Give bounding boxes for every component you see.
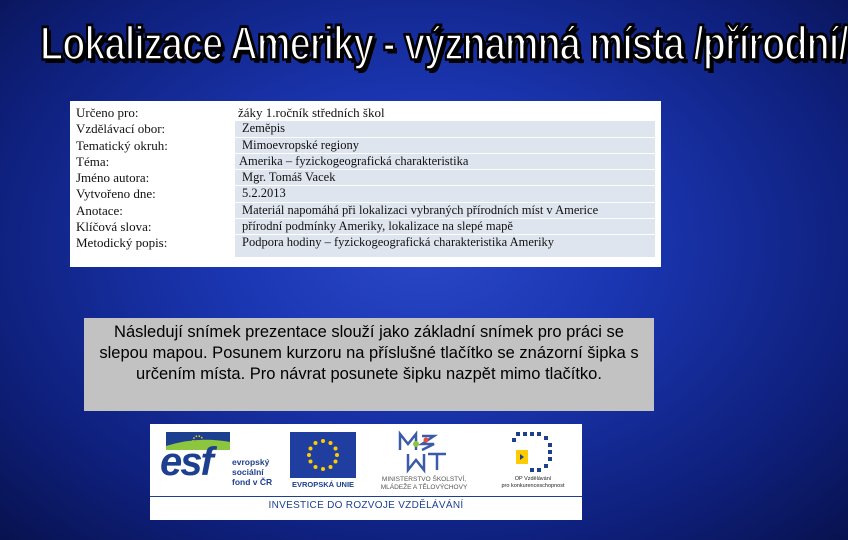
esf-mark: esf [160,440,212,484]
op-logo [488,430,578,494]
value-subject: Zeměpis [235,121,655,136]
msmt-text-line-2: MLÁDEŽE A TĚLOVÝCHOVY [380,484,468,491]
esf-text-line-2: sociální [232,467,264,477]
esf-text [232,457,272,487]
msmt-text [364,476,484,492]
label-method: Metodický popis: [76,235,168,251]
value-author: Mgr. Tomáš Vacek [235,170,655,185]
msmt-logo [364,430,484,494]
op-text-line-1: OP Vzdělávání [514,476,552,482]
slide-title: Lokalizace Ameriky - významná místa /přírodní/ [40,18,848,71]
notice-box: Následují snímek prezentace slouží jako základní snímek pro práci se slepou mapou. Posunem kurzoru na příslušné tlačítko se znázorní šipka s určením místa. Pro návrat posunete šipku nazpět mimo tlačítko. [84,318,654,411]
info-table [70,101,661,267]
label-subject: Vzdělávací obor: [76,121,166,137]
op-text [488,476,578,490]
esf-logo [160,432,278,494]
logo-row [150,424,582,496]
eu-funding-logos [150,424,582,520]
label-thematic-area: Tematický okruh: [76,137,168,153]
esf-text-line-3: fond v ČR [232,477,273,487]
eu-logo [286,432,360,494]
info-labels [76,105,168,252]
eu-flag-icon [290,432,356,478]
value-method: Podpora hodiny – fyzickogeografická charakteristika Ameriky [235,235,655,257]
label-created: Vytvořeno dne: [76,186,156,202]
msmt-mark-icon [364,430,484,474]
msmt-text-line-1: MINISTERSTVO ŠKOLSTVÍ, [381,476,467,483]
label-author: Jméno autora: [76,170,150,186]
value-thematic-area: Mimoevropské regiony [235,138,655,153]
value-target: žáky 1.ročník středních škol [235,105,655,120]
value-topic: Amerika – fyzickogeografická charakteristika [235,154,655,169]
eu-text: EVROPSKÁ UNIE [291,480,355,489]
label-topic: Téma: [76,153,110,169]
esf-text-line-1: evropský [232,457,270,467]
op-mark-icon [488,430,578,474]
value-keywords: přírodní podmínky Ameriky, lokalizace na slepé mapě [235,219,655,234]
value-created: 5.2.2013 [235,186,655,201]
info-values [235,105,655,258]
logos-divider [150,496,582,497]
value-annotation: Materiál napomáhá při lokalizaci vybraných přírodních míst v Americe [235,203,655,218]
label-annotation: Anotace: [76,202,123,218]
label-target: Určeno pro: [76,105,139,120]
label-keywords: Klíčová slova: [76,219,152,235]
op-text-line-2: pro konkurenceschopnost [501,483,565,489]
logos-caption: INVESTICE DO ROZVOJE VZDĚLÁVÁNÍ [268,500,464,511]
